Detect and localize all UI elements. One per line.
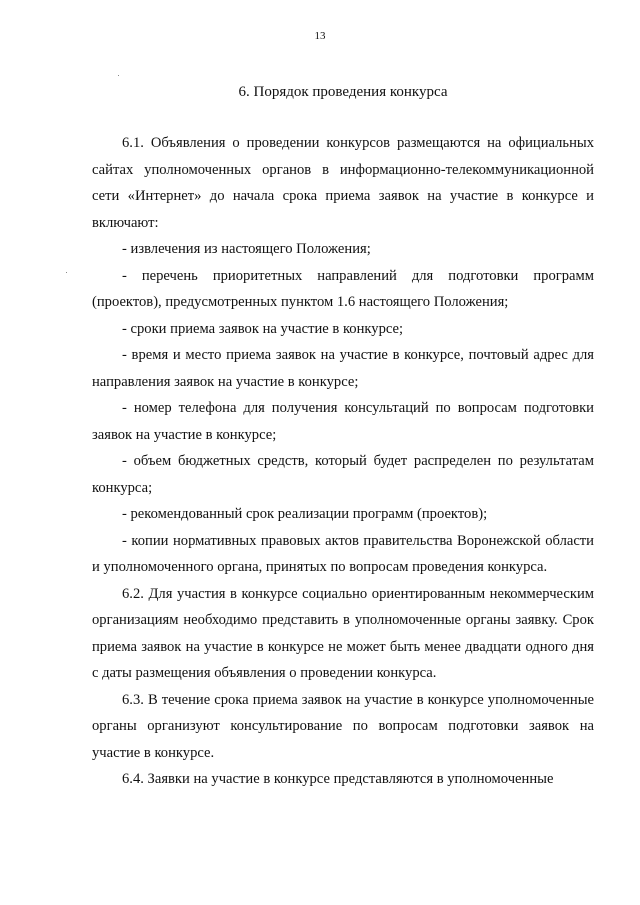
page-number: 13 <box>314 30 326 42</box>
list-item: - сроки приема заявок на участие в конкурсе; <box>122 320 404 337</box>
paragraph-6-2: 6.2. Для участия в конкурсе социально ориентированным некоммерческим организациям необходимо представить в уполномоченные органы заявку. Срок приема заявок на участие в конкурсе не может быть менее двадцати одного дня с даты размещения объявления о проведении конкурса. <box>92 585 594 681</box>
list-item: - копии нормативных правовых актов правительства Воронежской области и уполномоченного органа, принятых по вопросам проведения конкурса. <box>92 532 594 575</box>
section-title: 6. Порядок проведения конкурса <box>238 84 448 100</box>
document-body <box>92 130 594 793</box>
list-item: - перечень приоритетных направлений для подготовки программ (проектов), предусмотренных пунктом 1.6 настоящего Положения; <box>92 267 594 310</box>
list-item: - извлечения из настоящего Положения; <box>122 241 371 257</box>
scan-speck <box>118 75 119 76</box>
paragraph-6-1: 6.1. Объявления о проведении конкурсов размещаются на официальных сайтах уполномоченных органов в информационно-телекоммуникационной сети «Интернет» до начала срока приема заявок на участие в конкурсе и включают: <box>92 135 594 231</box>
paragraph-6-4: 6.4. Заявки на участие в конкурсе представляются в уполномоченные <box>122 771 554 787</box>
list-item: - номер телефона для получения консультаций по вопросам подготовки заявок на участие в конкурсе; <box>92 400 594 443</box>
list-item: - объем бюджетных средств, который будет распределен по результатам конкурса; <box>92 453 594 496</box>
list-item: - рекомендованный срок реализации программ (проектов); <box>122 506 488 522</box>
paragraph-6-3: 6.3. В течение срока приема заявок на участие в конкурсе уполномоченные органы организуют консультирование по вопросам подготовки заявок на участие в конкурсе. <box>92 691 594 761</box>
scan-speck <box>66 272 67 273</box>
list-item: - время и место приема заявок на участие в конкурсе, почтовый адрес для направления заявок на участие в конкурсе; <box>92 347 594 390</box>
